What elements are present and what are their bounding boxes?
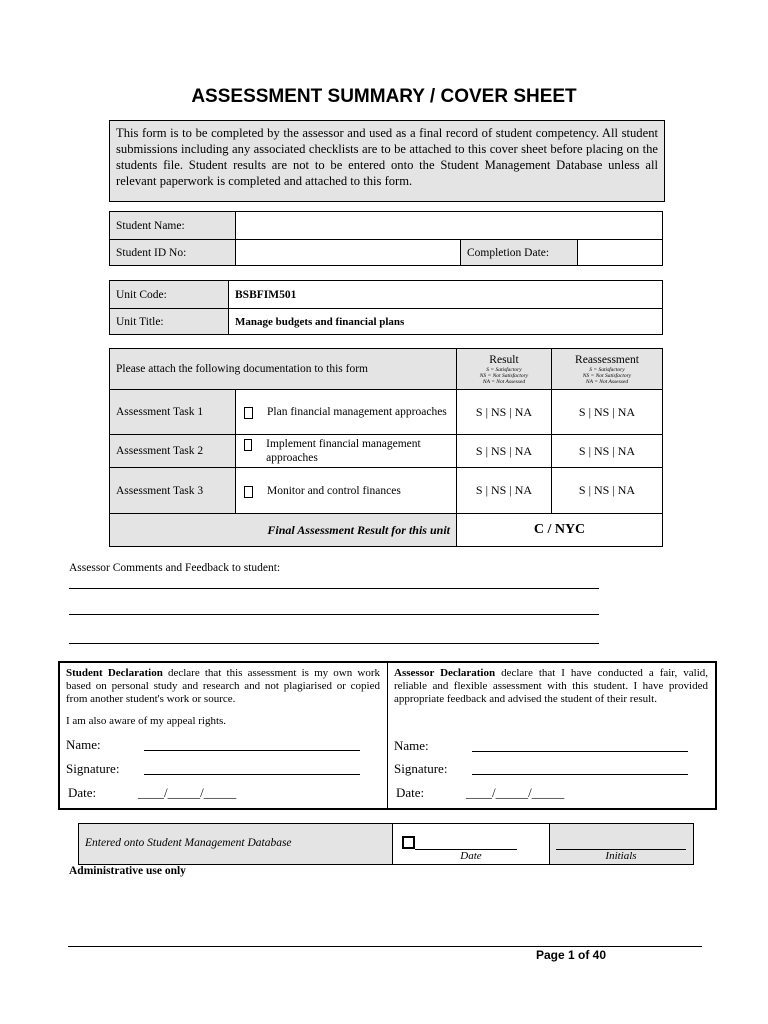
completion-date-field[interactable] (578, 240, 663, 266)
task-2-result[interactable]: S | NS | NA (457, 435, 552, 468)
task-3-checkbox[interactable] (244, 486, 253, 498)
reassessment-legend-ns: NS = Not Satisfactory (582, 372, 632, 379)
attach-label: Please attach the following documentation to this form (110, 349, 457, 390)
comment-line-3[interactable] (69, 643, 599, 644)
task-2-description-cell (236, 435, 457, 468)
task-2-label: Assessment Task 2 (110, 435, 236, 468)
reassessment-header: Reassessment (575, 353, 639, 366)
admin-initials-label: Initials (605, 850, 637, 862)
admin-date-label: Date (460, 850, 482, 862)
student-declaration (60, 663, 388, 808)
assessor-date-label: Date: (396, 785, 425, 800)
completion-date-label: Completion Date: (461, 240, 578, 266)
assessor-name-line[interactable] (472, 751, 688, 752)
student-id-field[interactable] (236, 240, 461, 266)
result-header-cell (457, 349, 552, 390)
table-row (110, 435, 663, 468)
task-3-description: Monitor and control finances (267, 484, 401, 497)
result-legend-na: NA = Not Assessed (482, 378, 526, 385)
final-result-label: Final Assessment Result for this unit (110, 514, 457, 547)
task-3-label: Assessment Task 3 (110, 468, 236, 514)
admin-entered-label: Entered onto Student Management Database (85, 837, 292, 849)
result-header: Result (489, 353, 519, 366)
student-declaration-heading: Student Declaration (66, 667, 163, 679)
task-2-checkbox[interactable] (244, 439, 252, 451)
result-legend-s: S = Satisfactory (486, 366, 522, 373)
comment-line-2[interactable] (69, 614, 599, 615)
appeal-rights: I am also aware of my appeal rights. (66, 715, 227, 727)
admin-entered-checkbox[interactable] (402, 836, 415, 849)
declarations-box (58, 661, 717, 810)
result-legend-ns: NS = Not Satisfactory (479, 372, 529, 379)
task-1-description: Plan financial management approaches (267, 406, 447, 418)
unit-code-value: BSBFIM501 (229, 281, 663, 309)
task-1-checkbox[interactable] (244, 407, 253, 419)
task-3-result[interactable]: S | NS | NA (457, 468, 552, 514)
reassessment-legend-s: S = Satisfactory (589, 366, 625, 373)
task-1-reassessment[interactable]: S | NS | NA (552, 390, 663, 435)
page-title: ASSESSMENT SUMMARY / COVER SHEET (191, 86, 577, 107)
task-2-description: Implement financial management approaches (266, 438, 421, 464)
unit-title-value: Manage budgets and financial plans (229, 309, 663, 335)
assessor-date-field[interactable]: ____/_____/_____ (466, 785, 565, 800)
student-info-table (109, 211, 663, 266)
task-1-result[interactable]: S | NS | NA (457, 390, 552, 435)
task-1-description-cell (236, 390, 457, 435)
task-3-description-cell (236, 468, 457, 514)
student-name-line[interactable] (144, 750, 360, 751)
task-3-reassessment[interactable]: S | NS | NA (552, 468, 663, 514)
student-name-label: Student Name: (110, 212, 236, 240)
reassessment-header-cell (552, 349, 663, 390)
unit-title-label: Unit Title: (110, 309, 229, 335)
table-row (110, 468, 663, 514)
unit-table (109, 280, 663, 335)
student-date-label: Date: (68, 785, 97, 800)
assessment-table (109, 348, 663, 547)
assessor-signature-label: Signature: (394, 761, 448, 776)
final-result-value[interactable]: C / NYC (457, 514, 663, 547)
student-id-label: Student ID No: (110, 240, 236, 266)
table-row (110, 390, 663, 435)
student-declaration-text: declare that this assessment is my own work based on personal study and research and not plagiarised or copied from another student's work or source. (66, 667, 380, 705)
admin-box (78, 823, 694, 865)
assessor-declaration-heading: Assessor Declaration (394, 667, 496, 679)
task-1-label: Assessment Task 1 (110, 390, 236, 435)
unit-code-label: Unit Code: (110, 281, 229, 309)
student-declaration-text-block (66, 667, 380, 706)
intro-instructions: This form is to be completed by the assessor and used as a final record of student competency. All student submissions including any associated checklists are to be attached to this cover sheet before placing on the students file. Student results are not to be entered onto the Student Management Database unless all relevant paperwork is completed and attached to this form. (109, 120, 665, 202)
assessor-declaration (388, 663, 715, 808)
task-2-reassessment[interactable]: S | NS | NA (552, 435, 663, 468)
admin-date-cell (392, 824, 550, 864)
student-name-field[interactable] (236, 212, 663, 240)
assessor-signature-line[interactable] (472, 774, 688, 775)
student-signature-label: Signature: (66, 761, 120, 776)
page-number: Page 1 of 40 (535, 948, 606, 962)
student-signature-line[interactable] (144, 774, 360, 775)
assessor-name-label: Name: (394, 738, 429, 753)
comments-label: Assessor Comments and Feedback to student: (69, 562, 281, 574)
student-date-field[interactable]: ____/_____/_____ (138, 785, 237, 800)
reassessment-legend-na: NA = Not Assessed (585, 378, 629, 385)
assessor-declaration-text: declare that I have conducted a fair, valid, reliable and flexible assessment with this student. I have provided appropriate feedback and advised the student of their result. (394, 667, 709, 705)
assessor-declaration-text-block (394, 667, 708, 706)
comment-line-1[interactable] (69, 588, 599, 589)
student-name-label: Name: (66, 737, 101, 752)
footer-divider (68, 946, 702, 947)
admin-note: Administrative use only (69, 865, 186, 877)
